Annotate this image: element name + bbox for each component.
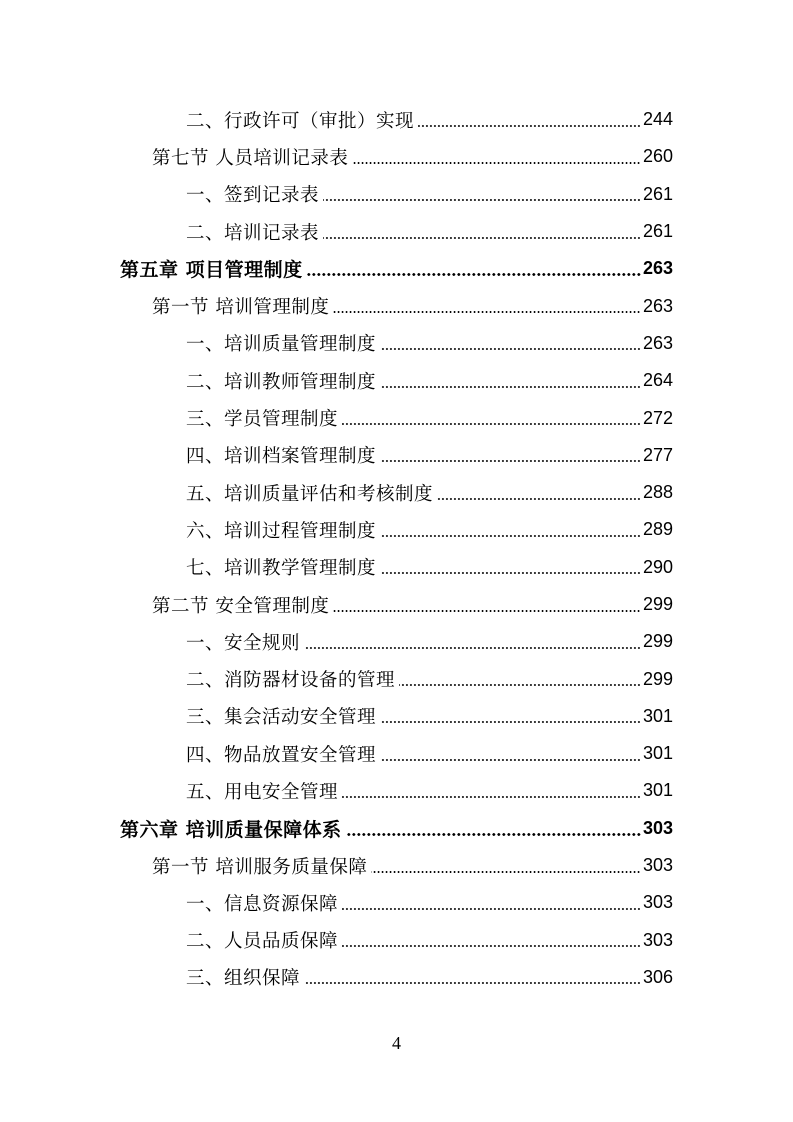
toc-entry-title: 二、消防器材设备的管理 (186, 670, 396, 692)
toc-entry[interactable] (0, 698, 793, 735)
toc-dot-leader (418, 125, 641, 127)
toc-entry-page: 263 (642, 258, 673, 279)
toc-entry-page: 263 (642, 295, 673, 316)
toc-entry[interactable] (0, 176, 793, 213)
toc-entry[interactable] (0, 362, 793, 399)
toc-entry-title: 四、培训档案管理制度 (186, 446, 377, 468)
toc-dot-leader (342, 796, 641, 798)
toc-dot-leader (333, 311, 641, 313)
toc-entry[interactable] (0, 549, 793, 586)
toc-entry-page: 299 (642, 631, 673, 652)
toc-entry[interactable] (0, 660, 793, 697)
toc-dot-leader (380, 535, 641, 537)
toc-dot-leader (399, 684, 641, 686)
toc-entry-title: 二、培训记录表 (186, 222, 320, 244)
toc-entry-title: 一、培训质量管理制度 (186, 334, 377, 356)
toc-entry-title: 六、培训过程管理制度 (186, 520, 377, 542)
toc-entry-page: 290 (642, 556, 673, 577)
toc-entry[interactable] (0, 101, 793, 138)
toc-chapter-entry[interactable] (0, 250, 793, 287)
toc-entry-page: 303 (642, 929, 673, 950)
toc-dot-leader (342, 423, 641, 425)
toc-entry[interactable] (0, 511, 793, 548)
toc-entry-title: 一、安全规则 (186, 632, 301, 654)
toc-entry-title: 七、培训教学管理制度 (186, 558, 377, 580)
toc-entry-page: 261 (642, 183, 673, 204)
toc-entry-title: 二、培训教师管理制度 (186, 371, 377, 393)
toc-dot-leader (380, 348, 641, 350)
toc-entry-title: 五、培训质量评估和考核制度 (186, 483, 434, 505)
toc-entry-title: 四、物品放置安全管理 (186, 744, 377, 766)
toc-entry-page: 299 (642, 668, 673, 689)
toc-entry[interactable] (0, 399, 793, 436)
toc-section-entry[interactable] (0, 586, 793, 623)
toc-entry-page: 299 (642, 594, 673, 614)
toc-entry-title: 第七节 人员培训记录表 (152, 147, 349, 169)
toc-entry-page: 303 (642, 817, 673, 838)
toc-chapter-entry[interactable] (0, 810, 793, 847)
toc-dot-leader (437, 498, 641, 500)
toc-entry-page: 301 (642, 705, 673, 726)
toc-entry-title: 一、信息资源保障 (186, 893, 339, 915)
toc-dot-leader (380, 460, 641, 462)
toc-dot-leader (333, 610, 641, 612)
toc-section-entry[interactable] (0, 287, 793, 324)
toc-section-entry[interactable] (0, 847, 793, 884)
toc-entry-page: 288 (642, 482, 673, 503)
toc-entry-page: 263 (642, 332, 673, 353)
toc-entry[interactable] (0, 959, 793, 996)
toc-entry-title: 三、组织保障 (186, 968, 301, 990)
toc-entry-title: 二、行政许可（审批）实现 (186, 110, 415, 132)
toc-dot-leader (346, 833, 641, 836)
toc-entry[interactable] (0, 922, 793, 959)
toc-section-entry[interactable] (0, 138, 793, 175)
toc-entry-page: 264 (642, 370, 673, 391)
toc-entry-page: 289 (642, 519, 673, 540)
toc-entry[interactable] (0, 884, 793, 921)
toc-entry-page: 306 (642, 966, 673, 987)
toc-dot-leader (307, 273, 641, 276)
toc-dot-leader (352, 162, 641, 164)
toc-dot-leader (304, 982, 641, 984)
toc-entry[interactable] (0, 213, 793, 250)
toc-dot-leader (380, 572, 641, 574)
toc-entry[interactable] (0, 437, 793, 474)
toc-entry-page: 301 (642, 743, 673, 764)
toc-dot-leader (380, 721, 641, 723)
page-number: 4 (392, 1033, 401, 1053)
toc-dot-leader (323, 237, 641, 239)
toc-entry-title: 三、学员管理制度 (186, 409, 339, 431)
toc-entry-page: 261 (642, 221, 673, 242)
toc-dot-leader (342, 945, 641, 947)
toc-entry-page: 272 (642, 407, 673, 428)
toc-entry-title: 五、用电安全管理 (186, 781, 339, 803)
toc-entry-page: 260 (642, 146, 673, 167)
toc-entry-title: 第六章 培训质量保障体系 (120, 818, 342, 841)
toc-entry[interactable] (0, 325, 793, 362)
toc-entry-title: 一、签到记录表 (186, 185, 320, 207)
toc-dot-leader (342, 908, 641, 910)
toc-entry-title: 二、人员品质保障 (186, 931, 339, 953)
toc-dot-leader (323, 199, 641, 201)
toc-entry[interactable] (0, 772, 793, 809)
toc-entry[interactable] (0, 623, 793, 660)
toc-dot-leader (380, 386, 641, 388)
toc-entry-title: 第一节 培训管理制度 (152, 297, 330, 319)
toc-entry-page: 301 (642, 780, 673, 801)
toc-entry-page: 303 (642, 855, 673, 876)
toc-dot-leader (304, 647, 641, 649)
toc-entry-title: 三、集会活动安全管理 (186, 707, 377, 729)
toc-entry[interactable] (0, 735, 793, 772)
table-of-contents (0, 101, 793, 996)
toc-entry-title: 第二节 安全管理制度 (152, 595, 330, 617)
toc-entry-page: 244 (642, 109, 673, 130)
toc-entry-title: 第五章 项目管理制度 (120, 259, 303, 282)
toc-entry-title: 第一节 培训服务质量保障 (152, 856, 368, 878)
toc-entry-page: 277 (642, 444, 673, 465)
toc-entry-page: 303 (642, 892, 673, 913)
toc-entry[interactable] (0, 474, 793, 511)
toc-dot-leader (380, 759, 641, 761)
toc-dot-leader (371, 871, 641, 873)
